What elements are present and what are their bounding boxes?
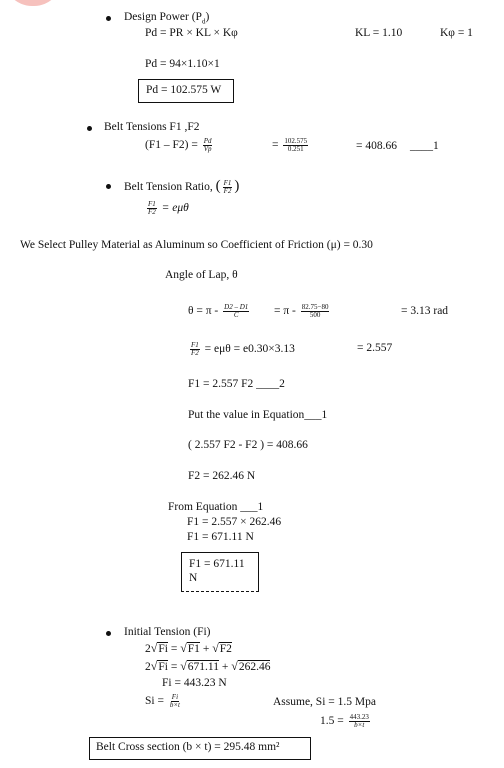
- from-equation: From Equation ___1: [168, 501, 264, 513]
- belt-tensions-result: = 408.66: [356, 140, 397, 152]
- ratio-result: = 2.557: [357, 342, 393, 354]
- kphi-value: Kφ = 1: [440, 27, 473, 39]
- pd-over-vp: $\frac{Pd}{Vp}$: [203, 137, 212, 153]
- ratio-calc: $\frac{F1}{F2}$ = eμθ = e0.30×3.13: [191, 341, 295, 357]
- substitution-equation: ( 2.557 F2 - F2 ) = 408.66: [188, 439, 308, 451]
- equation-1-ref: ____1: [410, 140, 439, 152]
- cross-section-result: Belt Cross section (b × t) = 295.48 mm²: [96, 741, 280, 753]
- belt-tensions-calc: = $\frac{102.575}{0.251}$: [272, 137, 308, 153]
- power-over-velocity: $\frac{102.575}{0.251}$: [284, 137, 308, 153]
- cross-section-calc: 1.5 = $\frac{443.23}{b\times t}$: [320, 713, 369, 729]
- design-power-formula: Pd = PR × KL × Kφ: [145, 27, 238, 39]
- logo-fragment: [4, 0, 62, 6]
- friction-statement: We Select Pulley Material as Aluminum so Coefficient of Friction (μ) = 0.30: [20, 239, 373, 251]
- tension-ratio-formula: $\frac{F1}{F2}$ = eμθ: [148, 200, 189, 216]
- initial-tension-heading: Initial Tension (Fi): [124, 626, 211, 638]
- angle-substitution: = π - $\frac{82.75-80}{500}$: [274, 303, 329, 319]
- initial-tension-result: Fi = 443.23 N: [162, 677, 227, 689]
- bullet-icon: [106, 16, 111, 21]
- belt-tensions-heading: Belt Tensions F1 ,F2: [104, 121, 200, 133]
- tension-ratio-heading: Belt Tension Ratio, ( $\frac{F1}{F2}$ ): [124, 178, 240, 195]
- angle-formula: θ = π - $\frac{D2 - D1}{C}$: [188, 303, 249, 319]
- bullet-icon: [87, 126, 92, 131]
- assume-stress: Assume, Si = 1.5 Mpa: [273, 696, 376, 708]
- initial-tension-eq1: 2√Fi = √F1 + √F2: [145, 641, 232, 655]
- f1-box-line1: F1 = 671.11: [189, 558, 245, 570]
- f1-value: F1 = 671.11 N: [187, 531, 254, 543]
- angle-result: = 3.13 rad: [401, 305, 449, 317]
- stress-formula: Si = $\frac{Fi}{b\times t}$: [145, 693, 180, 709]
- f1-relation: F1 = 2.557 F2 ____2: [188, 378, 285, 390]
- bullet-icon: [106, 184, 111, 189]
- design-power-substitution: Pd = 94×1.10×1: [145, 58, 220, 70]
- initial-tension-eq2: 2√Fi = √671.11 + √262.46: [145, 659, 271, 673]
- substitute-instruction: Put the value in Equation___1: [188, 409, 328, 421]
- design-power-heading: Design Power $(P_d)$: [124, 11, 210, 26]
- angle-of-lap-heading: Angle of Lap, θ: [165, 269, 238, 281]
- belt-tensions-equation: (F1 – F2) = $\frac{Pd}{Vp}$: [145, 137, 212, 153]
- f1-calc: F1 = 2.557 × 262.46: [187, 516, 282, 528]
- bullet-icon: [106, 631, 111, 636]
- kl-value: KL = 1.10: [355, 27, 403, 39]
- f1-box-line2: N: [189, 572, 198, 584]
- design-power-result: Pd = 102.575 W: [146, 84, 222, 96]
- f2-result: F2 = 262.46 N: [188, 470, 256, 482]
